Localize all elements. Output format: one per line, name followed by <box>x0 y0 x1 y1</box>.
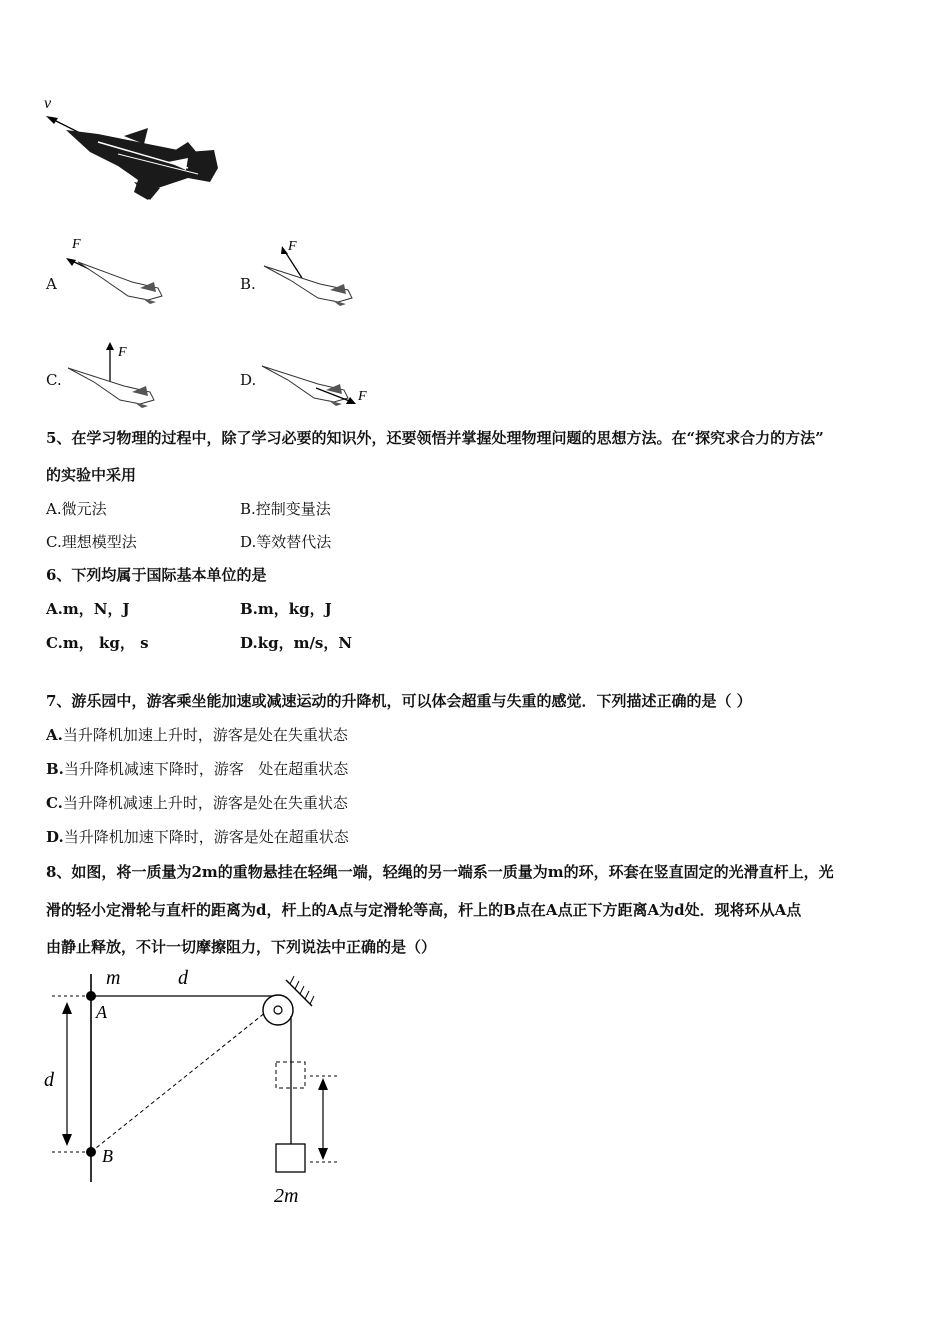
q4-option-b-letter: B. <box>240 275 256 293</box>
force-label-a: F <box>72 237 81 252</box>
q4-option-c-figure <box>62 338 172 413</box>
q7-option-d: D.当升降机加速下降时，游客是处在超重状态 <box>46 828 349 846</box>
distance-d-top-label: d <box>178 967 188 989</box>
q5-option-b: B.控制变量法 <box>240 500 331 518</box>
velocity-label: v <box>44 95 52 112</box>
q5-stem-line2: 的实验中采用 <box>46 466 137 484</box>
q5-option-d: D.等效替代法 <box>240 533 332 551</box>
q4-option-d-letter: D. <box>240 371 257 389</box>
q8-pulley-figure <box>40 962 350 1212</box>
q4-option-d-figure <box>256 352 376 412</box>
q7-stem: 7、游乐园中，游客乘坐能加速或减速运动的升降机，可以体会超重与失重的感觉．下列描述正确的是（ ） <box>46 692 752 710</box>
q6-option-a: A.m，N，J <box>46 600 130 618</box>
jet-icon-b <box>264 266 352 306</box>
q6-option-b: B.m，kg，J <box>240 600 332 618</box>
q7-option-a: A.当升降机加速上升时，游客是处在失重状态 <box>46 726 348 744</box>
q4-option-c-letter: C. <box>46 371 62 389</box>
force-label-c: F <box>118 345 127 360</box>
q7-option-b: B.当升降机减速下降时，游客 处在超重状态 <box>46 760 349 778</box>
jet-icon-d <box>262 366 348 406</box>
q6-stem: 6、下列均属于国际基本单位的是 <box>46 566 267 584</box>
ceiling-hatch <box>290 976 314 1004</box>
q4-option-b-figure <box>256 232 366 307</box>
q8-stem-line1: 8、如图，将一质量为2m的重物悬挂在轻绳一端，轻绳的另一端系一质量为m的环，环套在竖直固定的光滑直杆上，光 <box>46 863 834 881</box>
point-b-label: B <box>102 1146 113 1166</box>
rope-dashed-diagonal <box>91 1004 276 1152</box>
q6-option-c: C.m， kg， s <box>46 634 149 652</box>
force-label-b: F <box>288 239 297 254</box>
mass-m-label: m <box>106 967 121 989</box>
jet-icon-a <box>78 262 162 304</box>
jet-velocity-figure <box>38 92 228 207</box>
q6-option-d: D.kg，m/s，N <box>240 634 353 652</box>
force-label-d: F <box>358 389 367 404</box>
q5-option-c: C.理想模型法 <box>46 533 137 551</box>
q5-option-a: A.微元法 <box>46 500 107 518</box>
q7-option-c: C.当升降机减速上升时，游客是处在失重状态 <box>46 794 348 812</box>
velocity-arrowhead <box>46 116 58 124</box>
q4-option-a-letter: A <box>46 275 57 293</box>
fighter-jet-icon <box>66 128 218 200</box>
pulley-axle <box>274 1006 282 1014</box>
jet-icon-c <box>68 368 154 408</box>
block-2m <box>276 1144 305 1172</box>
q5-stem-line1: 5、在学习物理的过程中，除了学习必要的知识外，还要领悟并掌握处理物理问题的思想方法。在“探究求合力的方法” <box>46 429 824 447</box>
point-a-label: A <box>96 1002 107 1022</box>
q8-stem-line2: 滑的轻小定滑轮与直杆的距离为d，杆上的A点与定滑轮等高，杆上的B点在A点正下方距离A为d处．现将环从A点 <box>46 901 802 919</box>
mass-2m-label: 2m <box>274 1185 299 1207</box>
q8-stem-line3: 由静止释放，不计一切摩擦阻力，下列说法中正确的是（） <box>46 938 437 956</box>
q4-option-a-figure <box>62 232 172 307</box>
distance-d-side-label: d <box>44 1069 54 1091</box>
